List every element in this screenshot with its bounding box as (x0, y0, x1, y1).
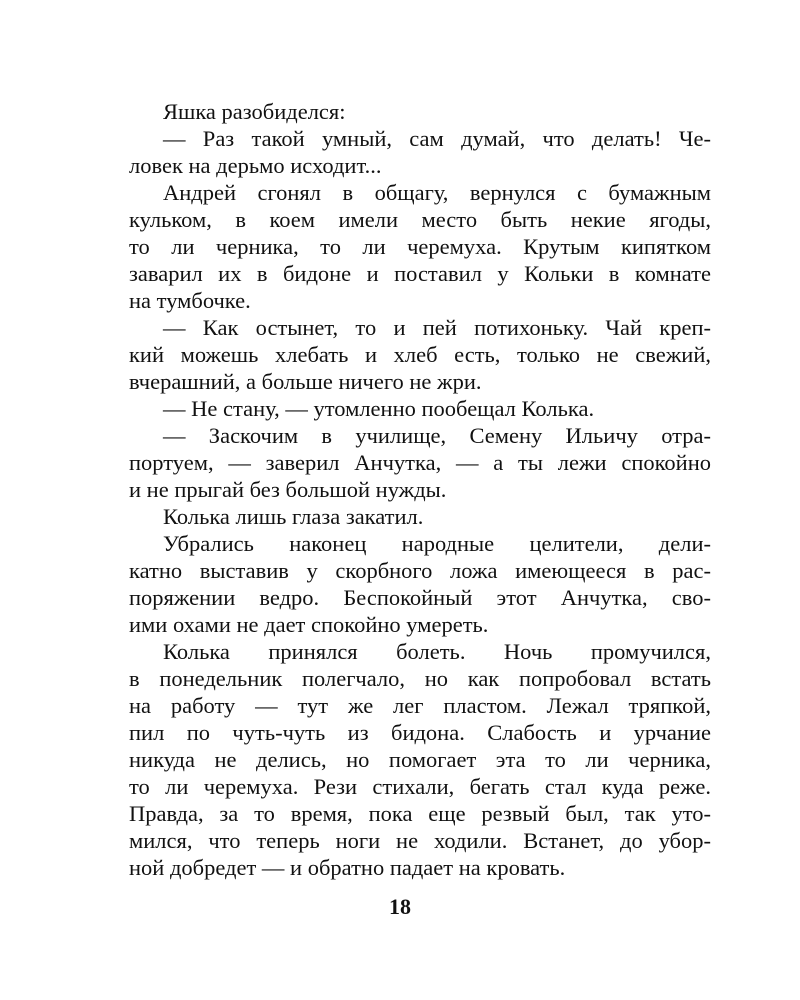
text-line: Андрей сгонял в общагу, вернулся с бумажным (163, 180, 711, 205)
text-line: на работу — тут же лег пластом. Лежал тряпкой, (129, 693, 711, 718)
text-line: кий можешь хлебать и хлеб есть, только не свежий, (129, 342, 711, 367)
text-line: заварил их в бидоне и поставил у Кольки в комнате (129, 261, 711, 286)
text-line: Убрались наконец народные целители, дели- (163, 531, 711, 556)
text-line: на тумбочке. (129, 288, 251, 313)
text-line: — Заскочим в училище, Семену Ильичу отра- (163, 423, 711, 448)
text-line: портуем, — заверил Анчутка, — а ты лежи спокойно (129, 450, 711, 475)
text-line: в понедельник полегчало, но как попробовал встать (129, 666, 711, 691)
text-line: мился, что теперь ноги не ходили. Встанет, до убор- (129, 828, 711, 853)
text-line: и не прыгай без большой нужды. (129, 477, 447, 502)
body-text (129, 98, 711, 881)
text-line: — Как остынет, то и пей потихоньку. Чай креп- (163, 315, 711, 340)
text-line: вчерашний, а больше ничего не жри. (129, 369, 482, 394)
text-line: катно выставив у скорбного ложа имеющееся в рас- (129, 558, 711, 583)
text-line: — Раз такой умный, сам думай, что делать! Че- (163, 126, 711, 151)
text-line: Колька лишь глаза закатил. (163, 504, 424, 529)
text-line: кульком, в коем имели место быть некие ягоды, (129, 207, 711, 232)
text-line: Правда, за то время, пока еще резвый был, так уто- (129, 801, 711, 826)
text-line: Яшка разобиделся: (163, 99, 346, 124)
text-line: — Не стану, — утомленно пообещал Колька. (163, 396, 595, 421)
text-line: поряжении ведро. Беспокойный этот Анчутка, сво- (129, 585, 711, 610)
text-line: ной добредет — и обратно падает на кровать. (129, 855, 566, 880)
text-line: то ли черника, то ли черемуха. Крутым кипятком (129, 234, 711, 259)
text-line: Колька принялся болеть. Ночь промучился, (163, 639, 711, 664)
page-number: 18 (389, 894, 411, 919)
text-line: ловек на дерьмо исходит... (129, 153, 382, 178)
text-line: пил по чуть-чуть из бидона. Слабость и урчание (129, 720, 711, 745)
text-line: то ли черемуха. Рези стихали, бегать стал куда реже. (129, 774, 711, 799)
text-line: ими охами не дает спокойно умереть. (129, 612, 489, 637)
text-line: никуда не делись, но помогает эта то ли черника, (129, 747, 711, 772)
